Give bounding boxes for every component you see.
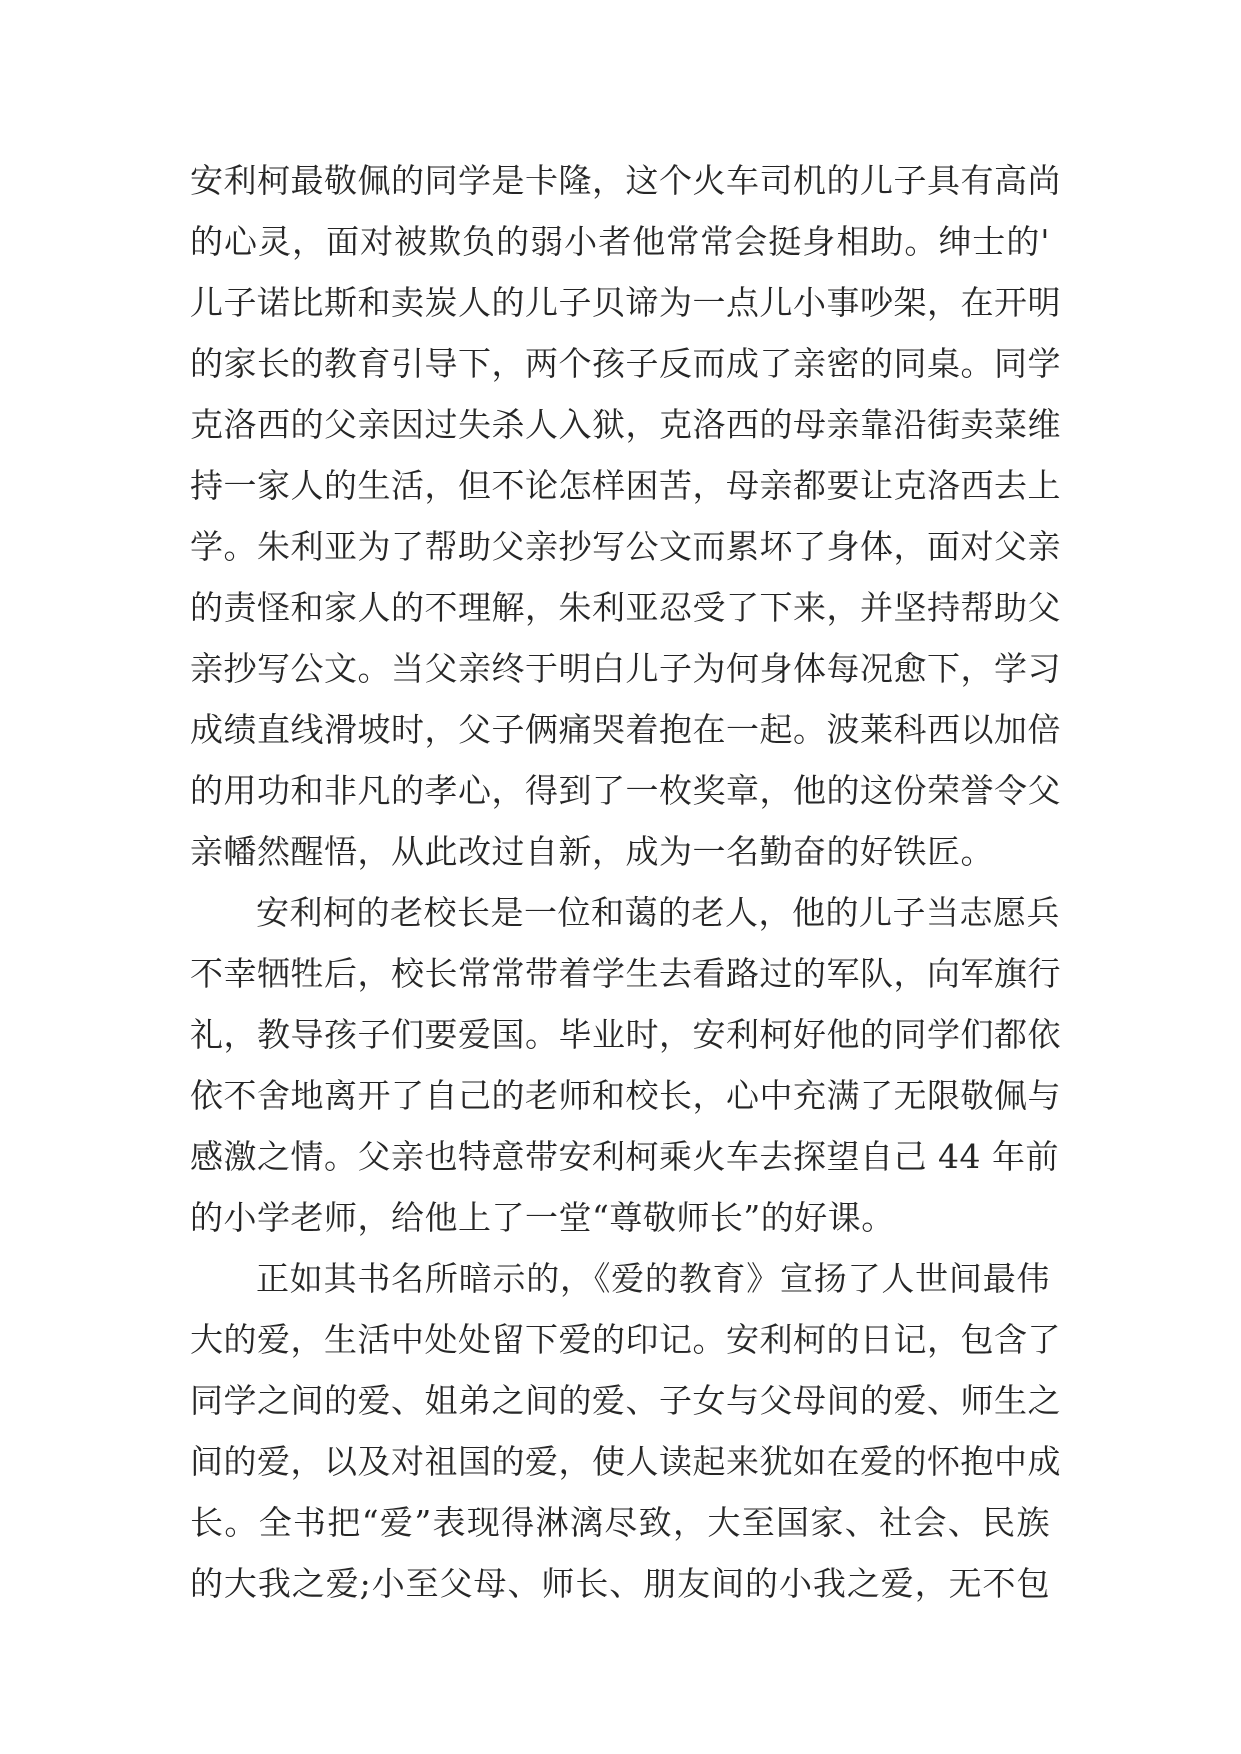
paragraph-2 xyxy=(190,882,1061,1248)
text-line: 依不舍地离开了自己的老师和校长，心中充满了无限敬佩与 xyxy=(190,1076,1061,1115)
text-line: 间的爱，以及对祖国的爱，使人读起来犹如在爱的怀抱中成 xyxy=(190,1442,1061,1481)
text-line: 的责怪和家人的不理解，朱利亚忍受了下来，并坚持帮助父 xyxy=(190,588,1061,627)
text-line: 安利柯的老校长是一位和蔼的老人，他的儿子当志愿兵 xyxy=(256,893,1060,932)
text-line: 的用功和非凡的孝心，得到了一枚奖章，他的这份荣誉令父 xyxy=(190,771,1061,810)
text-line: 同学之间的爱、姐弟之间的爱、子女与父母间的爱、师生之 xyxy=(190,1381,1061,1420)
text-line: 不幸牺牲后，校长常常带着学生去看路过的军队，向军旗行 xyxy=(190,954,1061,993)
text-line: 安利柯最敬佩的同学是卡隆，这个火车司机的儿子具有高尚 xyxy=(190,161,1061,200)
text-line: 正如其书名所暗示的，《爱的教育》宣扬了人世间最伟 xyxy=(256,1259,1050,1298)
text-line: 的心灵，面对被欺负的弱小者他常常会挺身相助。绅士的' xyxy=(190,222,1050,261)
text-line: 儿子诺比斯和卖炭人的儿子贝谛为一点儿小事吵架，在开明 xyxy=(190,283,1061,322)
body-text xyxy=(190,150,1061,1614)
text-line: 长。全书把“爱”表现得淋漓尽致，大至国家、社会、民族 xyxy=(190,1503,1050,1542)
text-line: 成绩直线滑坡时，父子俩痛哭着抱在一起。波莱科西以加倍 xyxy=(190,710,1061,749)
text-line: 礼，教导孩子们要爱国。毕业时，安利柯好他的同学们都依 xyxy=(190,1015,1061,1054)
text-line: 亲抄写公文。当父亲终于明白儿子为何身体每况愈下，学习 xyxy=(190,649,1061,688)
text-line: 感激之情。父亲也特意带安利柯乘火车去探望自己 44 年前 xyxy=(190,1137,1059,1176)
paragraph-1 xyxy=(190,150,1061,882)
text-line: 的家长的教育引导下，两个孩子反而成了亲密的同桌。同学 xyxy=(190,344,1061,383)
text-line: 持一家人的生活，但不论怎样困苦，母亲都要让克洛西去上 xyxy=(190,466,1061,505)
paragraph-3 xyxy=(190,1248,1061,1614)
text-line: 亲幡然醒悟，从此改过自新，成为一名勤奋的好铁匠。 xyxy=(190,832,994,871)
text-line: 大的爱，生活中处处留下爱的印记。安利柯的日记，包含了 xyxy=(190,1320,1061,1359)
text-line: 的小学老师，给他上了一堂“尊敬师长”的好课。 xyxy=(190,1198,895,1237)
text-line: 学。朱利亚为了帮助父亲抄写公文而累坏了身体，面对父亲 xyxy=(190,527,1061,566)
text-line: 克洛西的父亲因过失杀人入狱，克洛西的母亲靠沿街卖菜维 xyxy=(190,405,1061,444)
text-line: 的大我之爱;小至父母、师长、朋友间的小我之爱，无不包 xyxy=(190,1564,1050,1603)
